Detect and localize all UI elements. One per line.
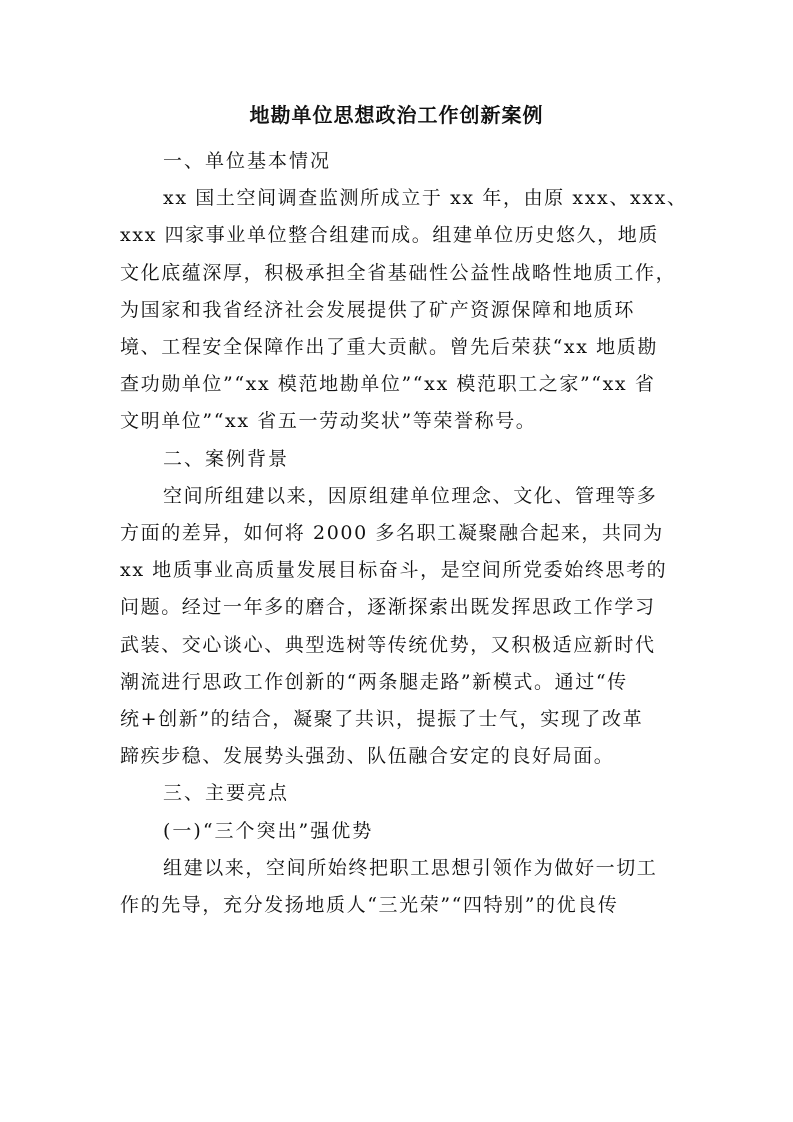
paragraph-line: 文明单位”“xx 省五一劳动奖状”等荣誉称号。 xyxy=(120,410,537,433)
subsection-heading-three-highlights: (一)“三个突出”强优势 xyxy=(163,819,374,842)
paragraph-line: xxx 四家事业单位整合组建而成。组建单位历史悠久，地质 xyxy=(120,224,659,247)
paragraph-line: 文化底蕴深厚，积极承担全省基础性公益性战略性地质工作， xyxy=(120,261,677,284)
paragraph-line: 查功勋单位”“xx 模范地勘单位”“xx 模范职工之家”“xx 省 xyxy=(120,373,656,396)
paragraph-line: xx 地质事业高质量发展目标奋斗，是空间所党委始终思考的 xyxy=(120,559,668,582)
paragraph-line: 为国家和我省经济社会发展提供了矿产资源保障和地质环 xyxy=(120,298,636,321)
paragraph-line: 问题。经过一年多的磨合，逐渐探索出既发挥思政工作学习 xyxy=(120,596,656,619)
paragraph-line: xx 国土空间调查监测所成立于 xx 年，由原 xxx、xxx、 xyxy=(163,187,688,210)
paragraph-line: 组建以来，空间所始终把职工思想引领作为做好一切工 xyxy=(163,856,658,879)
document-body xyxy=(120,143,688,924)
paragraph-line: 作的先导，充分发扬地质人“三光荣”“四特别”的优良传 xyxy=(120,894,619,917)
paragraph-line: 潮流进行思政工作创新的“两条腿走路”新模式。通过“传 xyxy=(120,670,628,693)
paragraph-line: 统+创新”的结合，凝聚了共识，提振了士气，实现了改革 xyxy=(120,708,644,731)
paragraph-line: 境、工程安全保障作出了重大贡献。曾先后荣获“xx 地质勘 xyxy=(120,336,658,359)
paragraph-line: 空间所组建以来，因原组建单位理念、文化、管理等多 xyxy=(163,484,658,507)
document-title: 地勘单位思想政治工作创新案例 xyxy=(249,103,544,127)
paragraph-line: 蹄疾步稳、发展势头强劲、队伍融合安定的良好局面。 xyxy=(120,745,615,768)
section-heading-basic-info: 一、单位基本情况 xyxy=(163,150,332,172)
paragraph-line: 方面的差异，如何将 2000 多名职工凝聚融合起来，共同为 xyxy=(120,522,664,545)
section-heading-background: 二、案例背景 xyxy=(163,447,290,470)
section-heading-highlights: 三、主要亮点 xyxy=(163,782,290,805)
paragraph-line: 武装、交心谈心、典型选树等传统优势，又积极适应新时代 xyxy=(120,633,656,656)
